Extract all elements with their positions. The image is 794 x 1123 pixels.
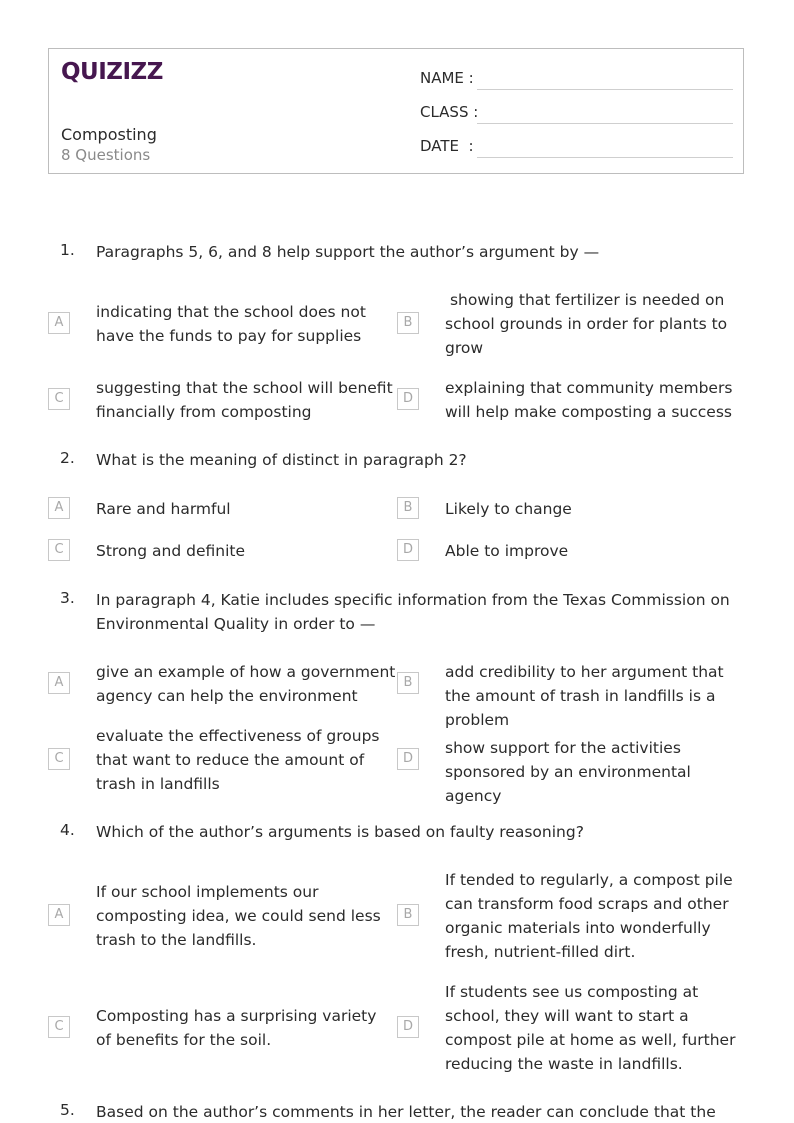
option-text: If students see us composting at school, they will want to start a compost pile at home as well, further reducing the waste in landfills. (445, 983, 736, 1073)
option-text: evaluate the effectiveness of groups that want to reduce the amount of trash in landfills (96, 727, 380, 793)
option-text: explaining that community members will help make composting a success (445, 379, 733, 421)
option-box-c[interactable]: C (48, 748, 70, 770)
question-number: 3. (60, 589, 75, 607)
question-text: Paragraphs 5, 6, and 8 help support the author’s argument by — (96, 243, 600, 261)
option-box-d[interactable]: D (397, 1016, 419, 1038)
date-label: DATE : (420, 137, 474, 155)
date-line (477, 157, 733, 158)
option-box-b[interactable]: B (397, 672, 419, 694)
option-text: If tended to regularly, a compost pile can transform food scraps and other organic materials into wonderfully fresh, nutrient-filled dirt. (445, 871, 733, 961)
worksheet-header (48, 48, 744, 174)
option-box-b[interactable]: B (397, 497, 419, 519)
class-line (477, 123, 733, 124)
option-text: Strong and definite (96, 542, 245, 560)
question-number: 5. (60, 1101, 75, 1119)
option-text: indicating that the school does not have the funds to pay for supplies (96, 303, 366, 345)
question-text: What is the meaning of distinct in paragraph 2? (96, 451, 467, 469)
option-box-d[interactable]: D (397, 388, 419, 410)
name-label: NAME : (420, 69, 474, 87)
option-box-c[interactable]: C (48, 1016, 70, 1038)
question-text: Based on the author’s comments in her letter, the reader can conclude that the (96, 1103, 716, 1121)
name-line (477, 89, 733, 90)
option-text: Rare and harmful (96, 500, 231, 518)
option-box-c[interactable]: C (48, 388, 70, 410)
option-text: Likely to change (445, 500, 572, 518)
question-text: In paragraph 4, Katie includes specific information from the Texas Commission on Environmental Quality in order to — (96, 591, 730, 633)
option-text: suggesting that the school will benefit financially from composting (96, 379, 393, 421)
option-box-b[interactable]: B (397, 904, 419, 926)
option-box-a[interactable]: A (48, 312, 70, 334)
question-number: 4. (60, 821, 75, 839)
option-box-b[interactable]: B (397, 312, 419, 334)
question-number: 2. (60, 449, 75, 467)
option-box-d[interactable]: D (397, 539, 419, 561)
option-box-d[interactable]: D (397, 748, 419, 770)
option-box-a[interactable]: A (48, 497, 70, 519)
option-text: add credibility to her argument that the amount of trash in landfills is a problem (445, 663, 724, 729)
option-text: If our school implements our composting idea, we could send less trash to the landfills. (96, 883, 381, 949)
option-text: show support for the activities sponsored by an environmental agency (445, 739, 691, 805)
option-box-c[interactable]: C (48, 539, 70, 561)
class-label: CLASS : (420, 103, 479, 121)
option-box-a[interactable]: A (48, 672, 70, 694)
question-count: 8 Questions (61, 146, 151, 164)
question-number: 1. (60, 241, 75, 259)
worksheet-title: Composting (61, 125, 157, 144)
option-text: Able to improve (445, 542, 569, 560)
option-text: give an example of how a government agency can help the environment (96, 663, 396, 705)
question-text: Which of the author’s arguments is based on faulty reasoning? (96, 823, 584, 841)
quizizz-logo: QUIZIZZ (61, 59, 163, 85)
option-box-a[interactable]: A (48, 904, 70, 926)
option-text: Composting has a surprising variety of benefits for the soil. (96, 1007, 377, 1049)
option-text: showing that fertilizer is needed on school grounds in order for plants to grow (445, 291, 733, 357)
